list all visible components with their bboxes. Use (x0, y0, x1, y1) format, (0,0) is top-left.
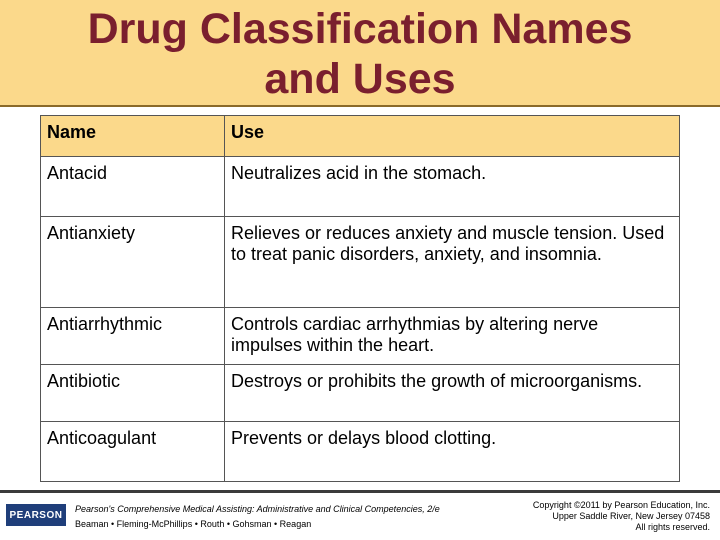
copyright-line-3: All rights reserved. (635, 522, 710, 532)
title-band (0, 0, 720, 107)
slide-title (0, 4, 720, 104)
citation-title: Pearson's Comprehensive Medical Assisting: Administrative and Clinical Competencies, 2/e (75, 504, 440, 514)
pearson-logo: PEARSON (6, 504, 66, 526)
drug-use-cell: Destroys or prohibits the growth of microorganisms. (225, 365, 680, 422)
drug-use-cell: Relieves or reduces anxiety and muscle tension. Used to treat panic disorders, anxiety, and insomnia. (225, 217, 680, 308)
slide-footer (0, 490, 720, 540)
copyright-notice (510, 500, 710, 533)
title-line-1: Drug Classification Names (87, 5, 633, 53)
table-row (41, 308, 680, 365)
drug-use-cell: Neutralizes acid in the stomach. (225, 157, 680, 217)
table-row (41, 217, 680, 308)
title-line-2: and Uses (264, 55, 456, 103)
drug-name-cell: Antiarrhythmic (41, 308, 225, 365)
table-row (41, 365, 680, 422)
table-row (41, 157, 680, 217)
table-row (41, 422, 680, 482)
header-name: Name (41, 116, 225, 157)
drug-name-cell: Antacid (41, 157, 225, 217)
drug-name-cell: Anticoagulant (41, 422, 225, 482)
drug-name-cell: Antianxiety (41, 217, 225, 308)
drug-classification-table (40, 115, 680, 482)
citation-authors: Beaman • Fleming-McPhillips • Routh • Gohsman • Reagan (75, 519, 312, 529)
drug-use-cell: Prevents or delays blood clotting. (225, 422, 680, 482)
drug-use-cell: Controls cardiac arrhythmias by altering nerve impulses within the heart. (225, 308, 680, 365)
copyright-line-1: Copyright ©2011 by Pearson Education, Inc. (532, 500, 710, 510)
table-header-row (41, 116, 680, 157)
footer-divider (0, 490, 720, 493)
header-use: Use (225, 116, 680, 157)
drug-name-cell: Antibiotic (41, 365, 225, 422)
copyright-line-2: Upper Saddle River, New Jersey 07458 (552, 511, 710, 521)
